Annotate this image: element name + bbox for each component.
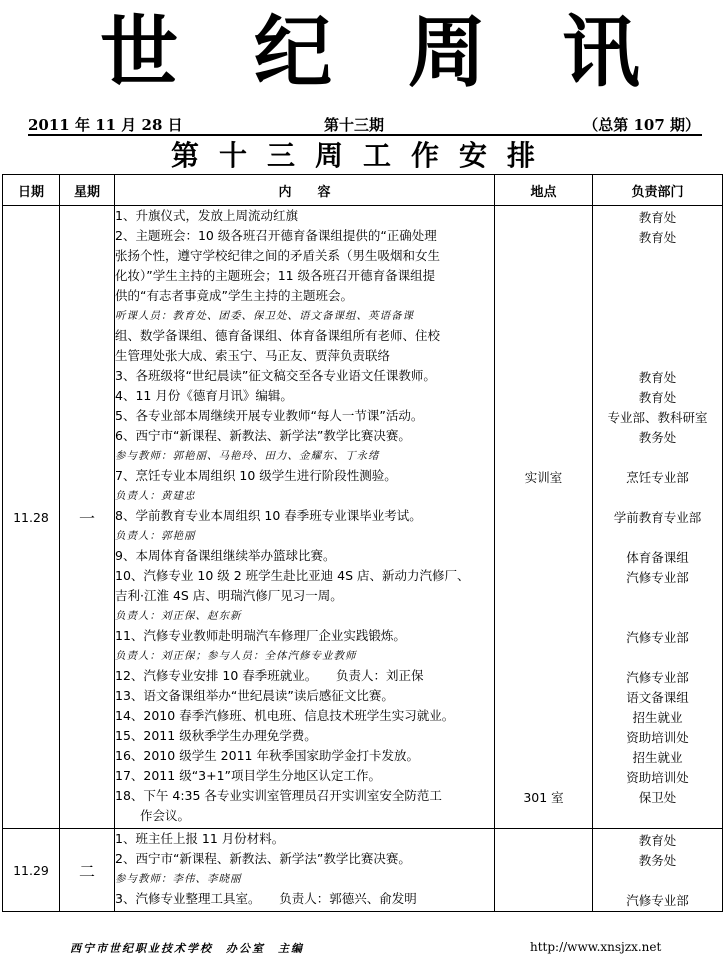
location-entry	[495, 648, 592, 668]
department-entry	[593, 608, 722, 628]
location-entry	[495, 548, 592, 568]
header-location: 地点	[495, 175, 593, 206]
content-cell	[115, 829, 495, 912]
content-line: 7、烹饪专业本周组织 10 级学生进行阶段性测验。	[115, 468, 397, 483]
department-entry: 汽修专业部	[626, 570, 689, 585]
location-entry	[495, 368, 592, 388]
department-entry: 招生就业	[632, 710, 683, 725]
date-cell: 11.29	[3, 829, 60, 912]
content-line: 5、各专业部本周继续开展专业教师“每人一节课”活动。	[115, 408, 424, 423]
content-line: 化妆）”学生主持的主题班会；11 级各班召开德育备课组提	[115, 268, 436, 283]
footer-url[interactable]: http://www.xnsjzx.net	[530, 940, 662, 954]
header-date: 日期	[3, 175, 60, 206]
masthead-char: 讯	[561, 7, 640, 98]
content-line: 负责人：郭艳丽	[115, 530, 196, 542]
header-weekday: 星期	[60, 175, 115, 206]
content-line: 组、数学备课组、德育备课组、体育备课组所有老师、住校	[115, 328, 441, 343]
department-entry	[593, 648, 722, 668]
location-entry	[495, 308, 592, 328]
location-entry	[495, 388, 592, 408]
department-entry	[593, 348, 722, 368]
location-entry	[495, 408, 592, 428]
location-entry	[495, 768, 592, 788]
department-entry: 教育处	[638, 833, 677, 848]
content-line: 11、汽修专业教师赴明瑞汽车修理厂企业实践锻炼。	[115, 628, 406, 643]
location-entry	[495, 628, 592, 648]
content-line: 8、学前教育专业本周组织 10 春季班专业课毕业考试。	[115, 508, 422, 523]
content-line: 10、汽修专业 10 级 2 班学生赴比亚迪 4S 店、新动力汽修厂、	[115, 568, 470, 583]
department-entry	[593, 528, 722, 548]
table-row	[3, 206, 723, 829]
department-entry	[593, 448, 722, 468]
location-entry	[495, 891, 592, 911]
department-entry: 烹饪专业部	[626, 470, 689, 485]
content-line: 17、2011 级“3+1”项目学生分地区认定工作。	[115, 768, 382, 783]
footer-publisher: 西宁市世纪职业技术学校 办公室 主编	[70, 942, 304, 955]
department-entry	[593, 328, 722, 348]
content-line: 3、汽修专业整理工具室。 负责人：郭德兴、俞发明	[115, 891, 417, 906]
content-line: 16、2010 级学生 2011 年秋季国家助学金打卡发放。	[115, 748, 419, 763]
header-content: 内 容	[115, 175, 495, 206]
location-entry	[495, 668, 592, 688]
content-cell	[115, 206, 495, 829]
content-line: 参与教师：李伟、李晓丽	[115, 873, 242, 885]
content-line: 2、西宁市“新课程、新教法、新学法”教学比赛决赛。	[115, 851, 411, 866]
issue-total: （总第 107 期）	[583, 116, 700, 134]
masthead	[100, 7, 640, 98]
masthead-char: 周	[407, 7, 486, 98]
location-entry	[495, 328, 592, 348]
table-header-row	[3, 175, 723, 206]
content-line: 参与教师：郭艳丽、马艳玲、田力、金耀东、丁永绪	[115, 450, 380, 462]
department-entry	[593, 308, 722, 328]
content-line: 15、2011 级秋季学生办理免学费。	[115, 728, 317, 743]
content-line: 负责人：刘正保、赵东新	[115, 610, 242, 622]
content-line: 6、西宁市“新课程、新教法、新学法”教学比赛决赛。	[115, 428, 411, 443]
department-cell	[593, 829, 723, 912]
location-entry	[495, 348, 592, 368]
table-row	[3, 829, 723, 912]
location-entry	[495, 748, 592, 768]
content-line: 2、主题班会：10 级各班召开德育备课组提供的“正确处理	[115, 228, 437, 243]
department-entry: 资助培训处	[626, 770, 689, 785]
location-entry	[495, 588, 592, 608]
location-entry	[495, 228, 592, 248]
department-entry	[593, 871, 722, 891]
location-cell	[495, 829, 593, 912]
location-entry	[495, 288, 592, 308]
content-line: 张扬个性，遵守学校纪律之间的矛盾关系（男生吸烟和女生	[115, 248, 441, 263]
masthead-char: 世	[100, 7, 179, 98]
page-title: 第十三周工作安排	[170, 139, 555, 172]
department-entry: 体育备课组	[626, 550, 689, 565]
location-entry	[495, 428, 592, 448]
issue-period: 第十三期	[324, 116, 385, 134]
department-entry: 教育处	[638, 390, 677, 405]
issue-line	[28, 114, 700, 134]
date-cell: 11.28	[3, 206, 60, 829]
location-entry	[495, 871, 592, 891]
department-entry: 教务处	[638, 853, 677, 868]
department-entry	[593, 808, 722, 828]
location-cell	[495, 206, 593, 829]
location-entry	[495, 831, 592, 851]
location-entry	[495, 448, 592, 468]
department-entry: 学前教育专业部	[613, 510, 702, 525]
department-entry: 专业部、教科研室	[607, 410, 708, 425]
weekday-cell: 二	[60, 829, 115, 912]
content-line: 吉利·江淮 4S 店、明瑞汽修厂见习一周。	[115, 588, 343, 603]
masthead-char: 纪	[253, 7, 332, 98]
department-entry: 教务处	[638, 430, 677, 445]
department-cell	[593, 206, 723, 829]
footer	[0, 940, 726, 960]
location-entry	[495, 728, 592, 748]
location-entry: 301 室	[523, 790, 564, 805]
location-entry	[495, 248, 592, 268]
content-line: 供的“有志者事竟成”学生主持的主题班会。	[115, 288, 353, 303]
schedule-table	[2, 174, 723, 912]
location-entry	[495, 528, 592, 548]
location-entry	[495, 568, 592, 588]
location-entry: 实训室	[524, 470, 563, 485]
department-entry	[593, 268, 722, 288]
location-entry	[495, 208, 592, 228]
department-entry: 保卫处	[638, 790, 677, 805]
department-entry	[593, 488, 722, 508]
content-line: 13、语文备课组举办“世纪晨读”读后感征文比赛。	[115, 688, 394, 703]
content-line: 14、2010 春季汽修班、机电班、信息技术班学生实习就业。	[115, 708, 455, 723]
location-entry	[495, 508, 592, 528]
department-entry: 教育处	[638, 370, 677, 385]
content-line: 1、升旗仪式，发放上周流动红旗	[115, 208, 298, 223]
content-line: 3、各班级将“世纪晨读”征文稿交至各专业语文任课教师。	[115, 368, 436, 383]
content-line: 生管理处张大成、索玉宁、马正友、贾萍负责联络	[115, 348, 391, 363]
department-entry: 语文备课组	[626, 690, 689, 705]
content-line: 9、本周体育备课组继续举办篮球比赛。	[115, 548, 336, 563]
department-entry: 汽修专业部	[626, 670, 689, 685]
content-line: 12、汽修专业安排 10 春季班就业。 负责人：刘正保	[115, 668, 424, 683]
content-line: 听课人员：教育处、团委、保卫处、语文备课组、英语备课	[115, 310, 414, 322]
weekday-cell: 一	[60, 206, 115, 829]
issue-date: 2011 年 11 月 28 日	[28, 116, 183, 134]
location-entry	[495, 808, 592, 828]
location-entry	[495, 708, 592, 728]
department-entry: 教育处	[638, 230, 677, 245]
content-line: 18、下午 4:35 各专业实训室管理员召开实训室安全防范工	[115, 788, 442, 803]
department-entry: 汽修专业部	[626, 893, 689, 908]
content-line: 1、班主任上报 11 月份材料。	[115, 831, 285, 846]
department-entry: 资助培训处	[626, 730, 689, 745]
content-line: 作会议。	[115, 808, 191, 823]
department-entry	[593, 288, 722, 308]
department-entry: 教育处	[638, 210, 677, 225]
department-entry	[593, 248, 722, 268]
content-line: 4、11 月份《德育月讯》编辑。	[115, 388, 293, 403]
location-entry	[495, 268, 592, 288]
header-rule	[28, 134, 702, 136]
department-entry	[593, 588, 722, 608]
header-department: 负责部门	[593, 175, 723, 206]
location-entry	[495, 608, 592, 628]
department-entry: 招生就业	[632, 750, 683, 765]
content-line: 负责人：黄建忠	[115, 490, 196, 502]
location-entry	[495, 688, 592, 708]
location-entry	[495, 488, 592, 508]
department-entry: 汽修专业部	[626, 630, 689, 645]
content-line: 负责人：刘正保；参与人员：全体汽修专业教师	[115, 650, 357, 662]
location-entry	[495, 851, 592, 871]
